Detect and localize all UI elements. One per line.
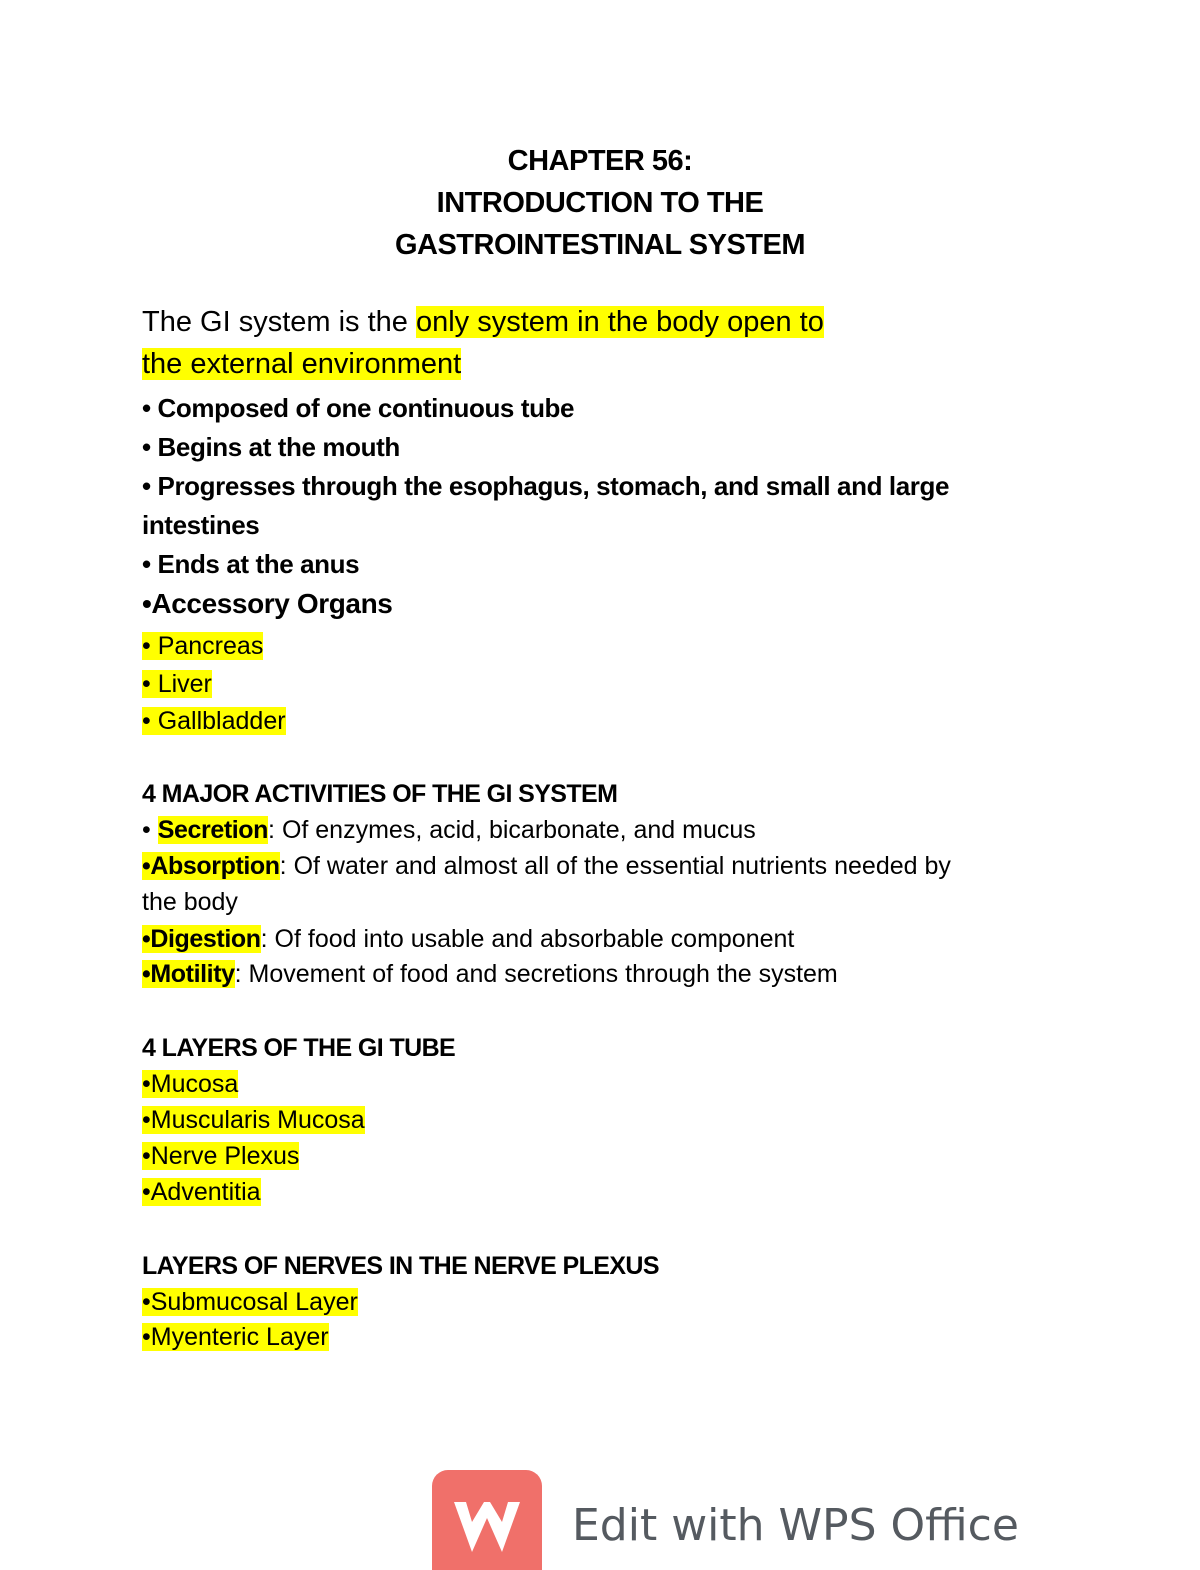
tube-point: intestines — [142, 510, 260, 540]
activity-term: •Motility — [142, 960, 235, 988]
layer-item-label: •Mucosa — [142, 1070, 239, 1098]
activity-term: Secretion — [157, 816, 269, 844]
intro-line-1 — [142, 306, 824, 339]
layers-heading: 4 LAYERS OF THE GI TUBE — [142, 1034, 456, 1062]
activity-bullet: • — [142, 816, 158, 844]
layer-item — [142, 1178, 261, 1207]
nerve-item — [142, 1288, 358, 1317]
activity-term: •Absorption — [142, 852, 280, 880]
layer-item — [142, 1142, 299, 1171]
tube-point: • Begins at the mouth — [142, 432, 400, 462]
tube-point: • Ends at the anus — [142, 549, 360, 579]
chapter-title — [0, 140, 1200, 266]
accessory-item — [142, 632, 263, 661]
activity-desc: : Movement of food and secretions through the system — [234, 960, 838, 988]
accessory-heading: •Accessory Organs — [142, 588, 393, 619]
activity-desc: : Of water and almost all of the essential nutrients needed by — [279, 852, 951, 880]
activity-digestion — [142, 925, 794, 954]
activity-absorption-cont: the body — [142, 888, 238, 916]
intro-line-2 — [142, 348, 461, 381]
layer-item — [142, 1070, 238, 1099]
layer-item — [142, 1106, 365, 1135]
activity-desc: : Of enzymes, acid, bicarbonate, and mucus — [268, 816, 756, 844]
intro-highlight-1: only system in the body open to — [415, 306, 824, 338]
activity-term: •Digestion — [142, 925, 261, 953]
tube-point: • Composed of one continuous tube — [142, 393, 575, 423]
title-line-2: INTRODUCTION TO THE — [436, 187, 764, 219]
accessory-item-label: • Liver — [142, 670, 212, 698]
nerve-item-label: •Submucosal Layer — [142, 1288, 358, 1316]
nerves-heading: LAYERS OF NERVES IN THE NERVE PLEXUS — [142, 1252, 659, 1280]
accessory-item-label: • Gallbladder — [142, 707, 286, 735]
activity-desc: : Of food into usable and absorbable component — [260, 925, 795, 953]
nerve-item — [142, 1323, 329, 1352]
intro-highlight-2: the external environment — [142, 348, 462, 380]
title-line-3: GASTROINTESTINAL SYSTEM — [394, 229, 806, 261]
accessory-item — [142, 707, 286, 736]
activity-absorption — [142, 852, 951, 881]
activity-motility — [142, 960, 838, 989]
activities-heading: 4 MAJOR ACTIVITIES OF THE GI SYSTEM — [142, 780, 618, 808]
title-line-1: CHAPTER 56: — [507, 145, 693, 177]
layer-item-label: •Adventitia — [142, 1178, 261, 1206]
activity-secretion — [142, 816, 756, 845]
accessory-item-label: • Pancreas — [142, 632, 264, 660]
edit-with-wps-label[interactable]: Edit with WPS Office — [572, 1500, 1019, 1551]
accessory-item — [142, 670, 212, 699]
layer-item-label: •Muscularis Mucosa — [142, 1106, 365, 1134]
nerve-item-label: •Myenteric Layer — [142, 1323, 329, 1351]
wps-logo-icon — [432, 1470, 542, 1570]
tube-point: • Progresses through the esophagus, stomach, and small and large — [142, 471, 950, 501]
layer-item-label: •Nerve Plexus — [142, 1142, 300, 1170]
intro-prefix: The GI system is the — [142, 306, 416, 338]
